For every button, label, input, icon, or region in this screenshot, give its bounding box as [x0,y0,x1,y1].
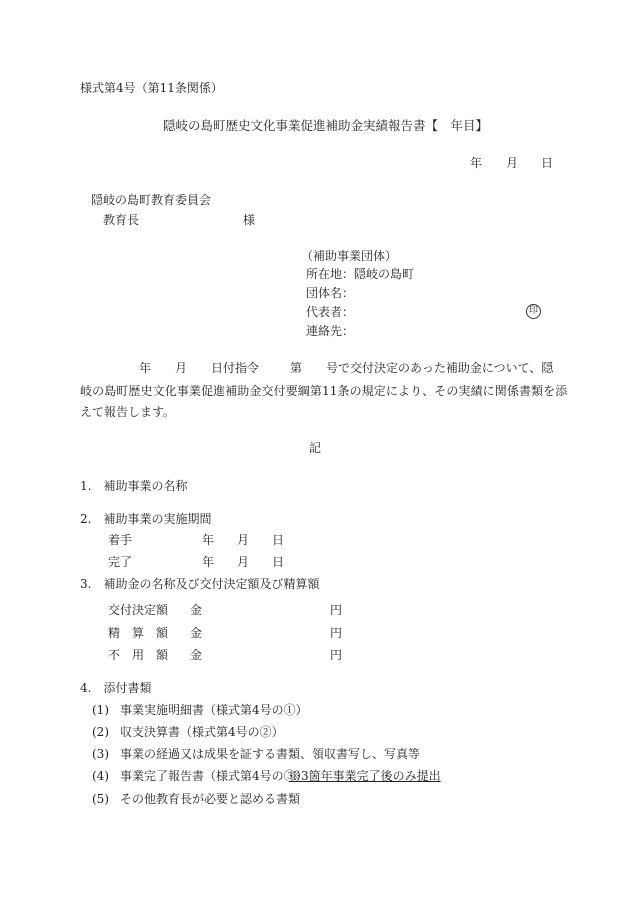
attachment-number: (3) [92,747,109,761]
applicant-address: 所在地：隠岐の島町 [306,267,415,281]
body-line1-rest: 号で交付決定のあった補助金について、隠 [326,361,554,375]
document-title: 隠岐の島町歴史文化事業促進補助金実績報告書【 年目】 [163,118,489,133]
applicant-name: 団体名： [306,286,355,300]
attachment-text: その他教育長が必要と認める書類 [120,792,301,806]
attachment-number: (4) [92,769,109,783]
amount-kin: 金 [190,626,203,640]
attachment-number: (1) [92,703,109,717]
period-label: 完了 [108,555,133,569]
date-day: 日 [541,156,554,170]
applicant-representative: 代表者： [306,305,355,319]
amount-label: 精 算 額 [108,626,169,640]
amount-yen: 円 [330,603,343,617]
applicant-contact: 連絡先： [306,324,355,338]
body-line3: えて報告します。 [80,405,176,419]
attachment-note: ※3箇年事業完了後のみ提出 [289,769,441,783]
section-3-heading: 3. 補助金の名称及び交付決定額及び精算額 [80,577,320,591]
body-year: 年 [139,361,152,375]
section-2-heading: 2. 補助事業の実施期間 [80,512,212,526]
recipient-org: 隠岐の島町教育委員会 [91,193,212,207]
form-number: 様式第4号（第11条関係） [80,81,223,95]
attachment-text: 収支決算書（様式第4号の②） [120,725,284,739]
attachment-text: 事業完了報告書（様式第4号の③） [120,769,308,783]
body-month: 月 [175,361,188,375]
period-label: 着手 [108,533,133,547]
amount-label: 不 用 額 [108,648,169,662]
amount-label: 交付決定額 [108,603,169,617]
period-year: 年 [202,533,215,547]
section-4-heading: 4. 添付書類 [80,681,152,695]
applicant-header: （補助事業団体） [301,249,398,263]
body-day-ref: 日付指令 [211,361,260,375]
period-day: 日 [272,555,285,569]
body-dai: 第 [290,361,303,375]
amount-kin: 金 [190,648,203,662]
period-month: 月 [237,555,250,569]
recipient-honorific: 様 [243,213,256,227]
attachment-text: 事業の経過又は成果を証する書類、領収書写し、写真等 [120,747,421,761]
section-1-heading: 1. 補助事業の名称 [80,479,188,493]
recipient-title: 教育長 [103,213,140,227]
amount-yen: 円 [330,648,343,662]
period-month: 月 [237,533,250,547]
attachment-number: (2) [92,725,109,739]
attachment-text: 事業実施明細書（様式第4号の①） [120,703,308,717]
date-month: 月 [506,156,519,170]
date-year: 年 [470,156,483,170]
period-day: 日 [272,533,285,547]
body-line2: 岐の島町歴史文化事業促進補助金交付要綱第11条の規定により、その実績に関係書類を添 [80,384,568,398]
amount-kin: 金 [190,603,203,617]
period-year: 年 [202,555,215,569]
seal-icon: 印 [526,304,541,319]
ki-heading: 記 [309,441,322,455]
amount-yen: 円 [330,626,343,640]
attachment-number: (5) [92,792,109,806]
